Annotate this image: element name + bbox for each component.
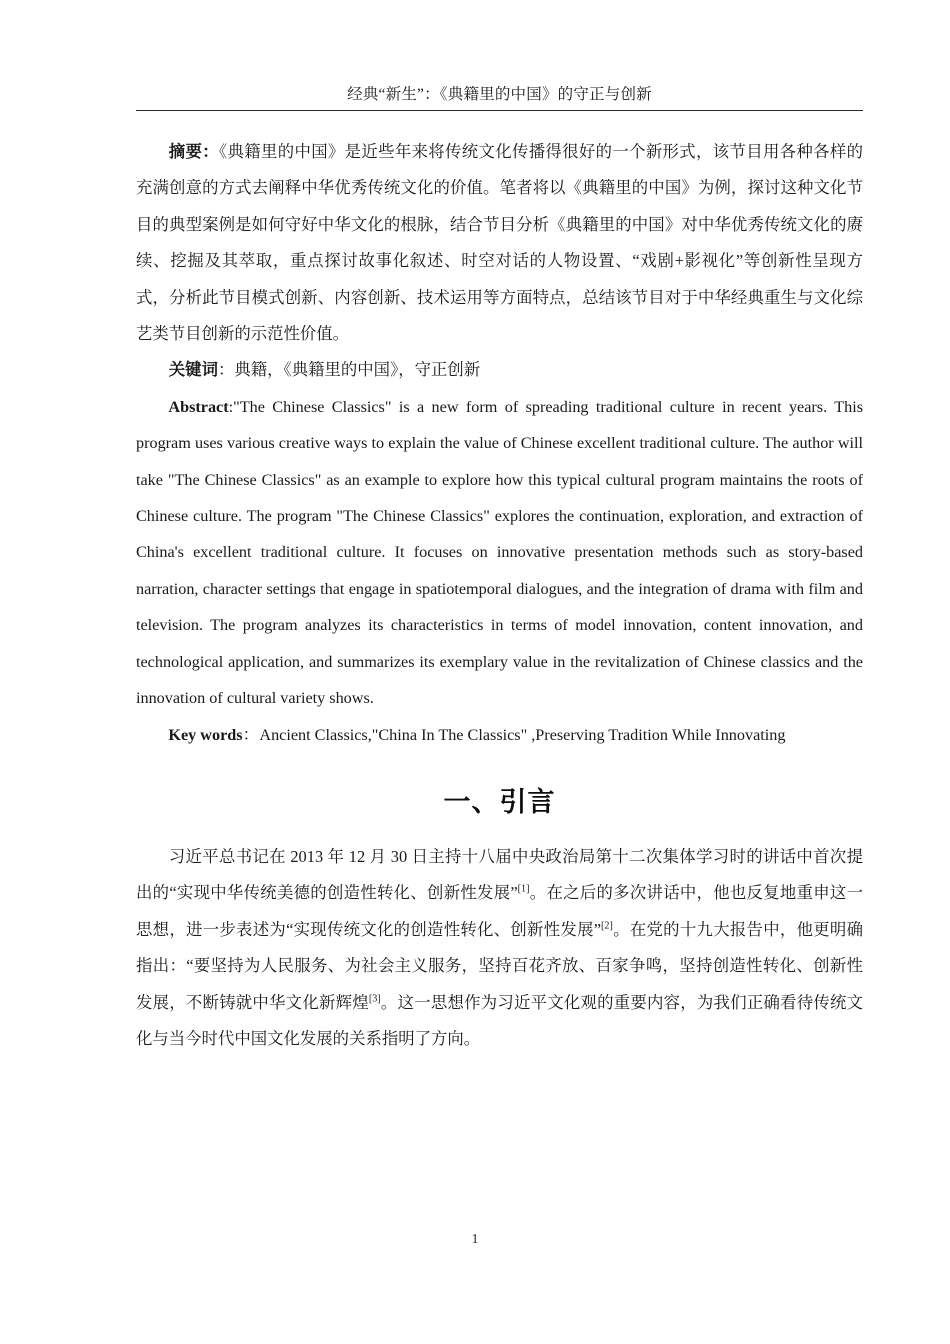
body-text-segment-3: 。在党的十九大报告中，他更明确指出：“要坚持为人民服务、为社会主义服务，坚持百花齐放、百家争鸣，坚持创造性转化、创新性发展，不断铸就中华文化新辉煌 (136, 919, 863, 1012)
citation-marker-2[interactable]: [2] (601, 920, 613, 932)
citation-marker-1[interactable]: [1] (517, 883, 530, 895)
keywords-chinese-value: 典籍，《典籍里的中国》，守正创新 (234, 360, 481, 380)
section-heading-wrapper (136, 753, 863, 839)
running-header-title: 经典“新生”：《典籍里的中国》的守正与创新 (347, 86, 652, 103)
body-text-segment-2: 。在之后的多次讲话中，他也反复地重申这一思想，进一步表述为“实现传统文化的创造性转化、创新性发展” (136, 883, 863, 939)
body-paragraph-introduction (136, 839, 863, 1057)
keywords-english-value: Ancient Classics,"China In The Classics" ,Preserving Tradition While Innovating (259, 725, 786, 744)
abstract-chinese-label: 摘要： (168, 142, 219, 161)
document-content (136, 134, 863, 1057)
keywords-english-label: Key words (168, 725, 243, 744)
body-text-segment-4: 。这一思想作为习近平文化观的重要内容，为我们正确看待传统文化与当今时代中国文化发展的关系指明了方向。 (136, 992, 864, 1048)
abstract-english-separator: : (228, 397, 234, 416)
abstract-english-label: Abstract (168, 397, 229, 416)
abstract-chinese-body: 《典籍里的中国》是近些年来将传统文化传播得很好的一个新形式，该节目用各种各样的充满创意的方式去阐释中华优秀传统文化的价值。笔者将以《典籍里的中国》为例，探讨这种文化节目的典型案例是如何守好中华文化的根脉，结合节目分析《典籍里的中国》对中华优秀传统文化的赓续、挖掘及其萃取，重点探讨故事化叙述、时空对话的人物设置、“戏剧+影视化”等创新性呈现方式，分析此节目模式创新、内容创新、技术运用等方面特点，总结该节目对于中华经典重生与文化综艺类节目创新的示范性价值。 (136, 142, 863, 344)
abstract-english-body: "The Chinese Classics" is a new form of spreading traditional culture in recent years. This program uses various creative ways to explain the value of Chinese excellent traditional culture. The author will take "The Chinese Classics" as an example to explore how this typical cultural program maintains the roots of Chinese culture. The program "The Chinese Classics" explores the continuation, exploration, and extraction of China's excellent traditional culture. It focuses on innovative presentation methods such as story-based narration, character settings that engage in spatiotemporal dialogues, and the integration of drama with film and television. The program analyzes its characteristics in terms of model innovation, content innovation, and technological application, and summarizes its exemplary value in the revitalization of Chinese classics and the innovation of cultural variety shows. (136, 397, 863, 708)
body-text-segment-1: 习近平总书记在 2013 年 12 月 30 日主持十八届中央政治局第十二次集体学习时的讲话中首次提出的“实现中华传统美德的创造性转化、创新性发展” (136, 846, 863, 903)
page-number: 1 (471, 1232, 479, 1247)
keywords-chinese-separator: ： (217, 360, 235, 380)
abstract-chinese-paragraph (136, 134, 863, 352)
citation-marker-3[interactable]: [3] (368, 993, 381, 1005)
section-heading-introduction: 一、引言 (443, 786, 556, 818)
keywords-english-separator: ： (242, 725, 260, 744)
keywords-chinese-line (136, 352, 863, 388)
keywords-english-line (136, 717, 863, 753)
keywords-chinese-label: 关键词 (168, 360, 218, 380)
header-divider-rule (136, 110, 863, 111)
abstract-english-paragraph (136, 389, 863, 717)
